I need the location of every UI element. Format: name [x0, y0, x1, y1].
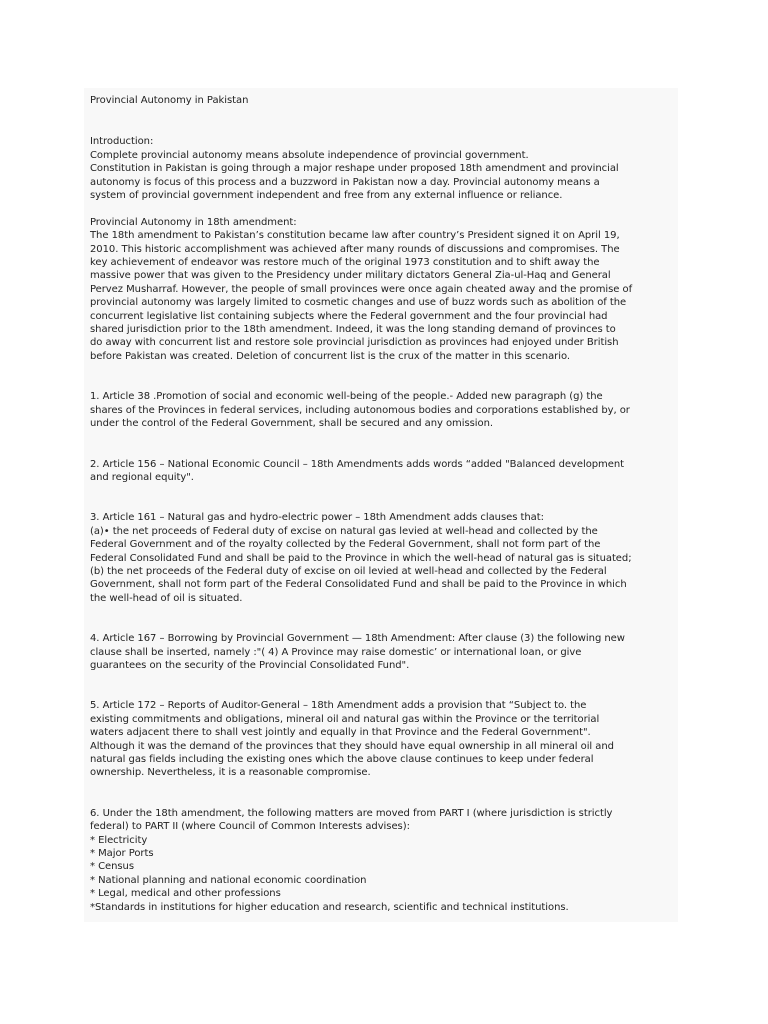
text-line: natural gas fields including the existing ones which the above clause continues to keep under federal: [90, 754, 594, 766]
text-line: (b) the net proceeds of the Federal duty of excise on oil levied at well-head and collected by the Federal: [90, 565, 607, 577]
section-heading: Provincial Autonomy in 18th amendment:: [90, 216, 297, 228]
text-line: existing commitments and obligations, mineral oil and natural gas within the Province or the territorial: [90, 713, 600, 725]
matters-moved-paragraph: [90, 807, 678, 914]
intro-heading: Introduction:: [90, 136, 154, 148]
text-line: ownership. Nevertheless, it is a reasonable compromise.: [90, 767, 371, 779]
text-line: 6. Under the 18th amendment, the following matters are moved from PART I (where jurisdiction is strictly: [90, 807, 613, 819]
list-item: * National planning and national economic coordination: [90, 874, 367, 886]
text-line: Constitution in Pakistan is going through a major reshape under proposed 18th amendment and provincial: [90, 163, 619, 175]
list-item: * Legal, medical and other professions: [90, 888, 281, 900]
list-item: * Electricity: [90, 834, 148, 846]
section-paragraph: [90, 229, 678, 363]
article-167-paragraph: [90, 632, 678, 672]
document-title: Provincial Autonomy in Pakistan: [90, 95, 249, 106]
text-line: 1. Article 38 .Promotion of social and economic well-being of the people.- Added new paragraph (g) the: [90, 391, 603, 403]
text-line: Pervez Musharraf. However, the people of small provinces were once again cheated away and the promise of: [90, 283, 633, 295]
text-line: shared jurisdiction prior to the 18th amendment. Indeed, it was the long standing demand of provinces to: [90, 324, 616, 336]
text-line: 4. Article 167 – Borrowing by Provincial Government — 18th Amendment: After clause (3) the following new: [90, 633, 625, 645]
text-line: 2010. This historic accomplishment was achieved after many rounds of discussions and compromises. The: [90, 243, 620, 255]
document-page: [84, 88, 678, 922]
text-line: concurrent legislative list containing subjects where the Federal government and the four provincial had: [90, 310, 608, 322]
text-line: massive power that was given to the Presidency under military dictators General Zia-ul-Haq and General: [90, 270, 611, 282]
text-line: and regional equity".: [90, 471, 194, 483]
intro-paragraph: [90, 149, 678, 203]
article-156-paragraph: [90, 458, 678, 485]
text-line: shares of the Provinces in federal services, including autonomous bodies and corporations established by, or: [90, 404, 630, 416]
text-line: guarantees on the security of the Provincial Consolidated Fund".: [90, 659, 410, 671]
text-line: provincial autonomy was largely limited to cosmetic changes and use of buzz words such as abolition of the: [90, 297, 627, 309]
list-item: * Census: [90, 861, 135, 873]
text-line: waters adjacent there to shall vest jointly and equally in that Province and the Federal Government".: [90, 727, 591, 739]
text-line: 5. Article 172 – Reports of Auditor-General – 18th Amendment adds a provision that “Subject to. the: [90, 700, 587, 712]
text-line: Complete provincial autonomy means absolute independence of provincial government.: [90, 149, 529, 161]
text-line: clause shall be inserted, namely :"( 4) A Province may raise domestic’ or international loan, or give: [90, 646, 582, 658]
text-line: under the control of the Federal Government, shall be secured and any omission.: [90, 418, 494, 430]
text-line: 2. Article 156 – National Economic Council – 18th Amendments adds words “added "Balanced development: [90, 458, 625, 470]
article-161-paragraph: [90, 511, 678, 605]
text-line: (a)• the net proceeds of Federal duty of excise on natural gas levied at well-head and collected by the: [90, 525, 598, 537]
text-line: autonomy is focus of this process and a buzzword in Pakistan now a day. Provincial autonomy means a: [90, 176, 600, 188]
article-38-paragraph: [90, 390, 678, 430]
article-172-paragraph: [90, 699, 678, 779]
text-line: Government, shall not form part of the Federal Consolidated Fund and shall be paid to the Province in which: [90, 579, 627, 591]
text-line: the well-head of oil is situated.: [90, 592, 243, 604]
list-item: * Major Ports: [90, 848, 154, 860]
text-line: Although it was the demand of the provinces that they should have equal ownership in all mineral oil and: [90, 740, 614, 752]
text-line: Federal Government and of the royalty collected by the Federal Government, shall not form part of the: [90, 539, 601, 551]
text-line: key achievement of endeavor was restore much of the original 1973 constitution and to shift away the: [90, 257, 600, 269]
text-line: 3. Article 161 – Natural gas and hydro-electric power – 18th Amendment adds clauses that:: [90, 512, 544, 524]
text-line: federal) to PART II (where Council of Common Interests advises):: [90, 821, 410, 833]
text-line: The 18th amendment to Pakistan’s constitution became law after country’s President signed it on April 19,: [90, 230, 620, 242]
text-line: Federal Consolidated Fund and shall be paid to the Province in which the well-head of natural gas is situated;: [90, 552, 632, 564]
text-line: do away with concurrent list and restore sole provincial jurisdiction as provinces had enjoyed under British: [90, 337, 619, 349]
text-line: before Pakistan was created. Deletion of concurrent list is the crux of the matter in this scenario.: [90, 350, 570, 362]
list-item: *Standards in institutions for higher education and research, scientific and technical institutions.: [90, 901, 569, 913]
text-line: system of provincial government independent and free from any external influence or reliance.: [90, 190, 563, 202]
